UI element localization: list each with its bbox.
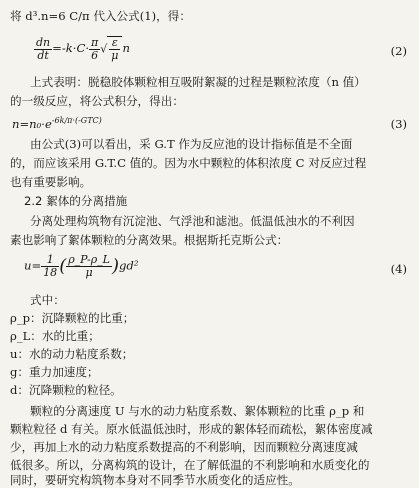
equation-number-3: (3) — [390, 117, 407, 131]
equation-3: $n=n_0\cdot e^{-6k/\pi\cdot(-GTC)}$ — [12, 116, 102, 131]
text-line: 的一级反应，将公式积分，得出： — [10, 94, 184, 108]
equation-number-2: (2) — [390, 44, 407, 58]
text-line: 将 d³.n=6 C/π 代入公式(1)，得： — [10, 9, 191, 23]
text-line: 由公式(3)可以看出，采 G.T 作为反应池的设计指标值是不全面 — [30, 137, 353, 151]
section-heading: 2.2 絮体的分离措施 — [24, 194, 128, 208]
sqrt-term: √ $\frac{\varepsilon}{\mu}$ — [100, 36, 122, 62]
equation-4: u= $\frac{1}{18}$ ( $\frac{\rho\_P-\rho\_L}{\mu}$ )gd² — [24, 253, 139, 279]
text-line: 的，而应该采用 G.T.C 值的。因为水中颗粒的体积浓度 C 对反应过程 — [10, 156, 367, 170]
definition-line: d：沉降颗粒的粒径。 — [10, 383, 122, 397]
definition-line: u：水的动力粘度系数； — [10, 347, 134, 361]
text-line: 式中： — [30, 293, 65, 307]
text-line: 颗粒粒径 d 有关。原水低温低浊时，形成的絮体轻而疏松，絮体密度减 — [10, 422, 373, 436]
fraction-pi-6: $\frac{\pi}{6}$ — [91, 35, 99, 62]
fraction-1-18: $\frac{1}{18}$ — [43, 253, 58, 279]
definition-line: ρ_p：沉降颗粒的比重； — [10, 311, 135, 325]
definition-line: ρ_L：水的比重； — [10, 329, 100, 343]
equation-2: $\frac{dn}{dt}$ =-k·C· $\frac{\pi}{6}$ √ $\frac{\varepsilon}{\mu}$ n — [36, 35, 130, 62]
text-line: 少，再加上水的动力粘度系数提高的不利影响，因而颗粒分离速度减 — [10, 440, 358, 454]
text-line: 也有重要影响。 — [10, 175, 92, 189]
definition-line: g：重力加速度； — [10, 365, 99, 379]
fraction-dn-dt: $\frac{dn}{dt}$ — [36, 35, 51, 62]
text-line: 素也影响了絮体颗粒的分离效果。根据斯托克斯公式： — [10, 233, 289, 247]
text-line: 同时，要研究构筑物本身对不同季节水质变化的适应性。 — [10, 473, 300, 487]
text-line: 低很多。所以，分离构筑的设计，在了解低温的不利影响和水质变化的 — [10, 458, 370, 472]
fraction-density-viscosity: $\frac{\rho\_P-\rho\_L}{\mu}$ — [68, 253, 110, 279]
equation-number-4: (4) — [390, 262, 407, 276]
text-line: 颗粒的分离速度 U 与水的动力粘度系数、絮体颗粒的比重 ρ_p 和 — [30, 404, 365, 418]
text-line: 上式表明：脱稳胶体颗粒相互吸附絮凝的过程是颗粒浓度（n 值） — [30, 75, 366, 89]
text-line: 分离处理构筑物有沉淀池、气浮池和滤池。低温低浊水的不利因 — [30, 214, 355, 228]
